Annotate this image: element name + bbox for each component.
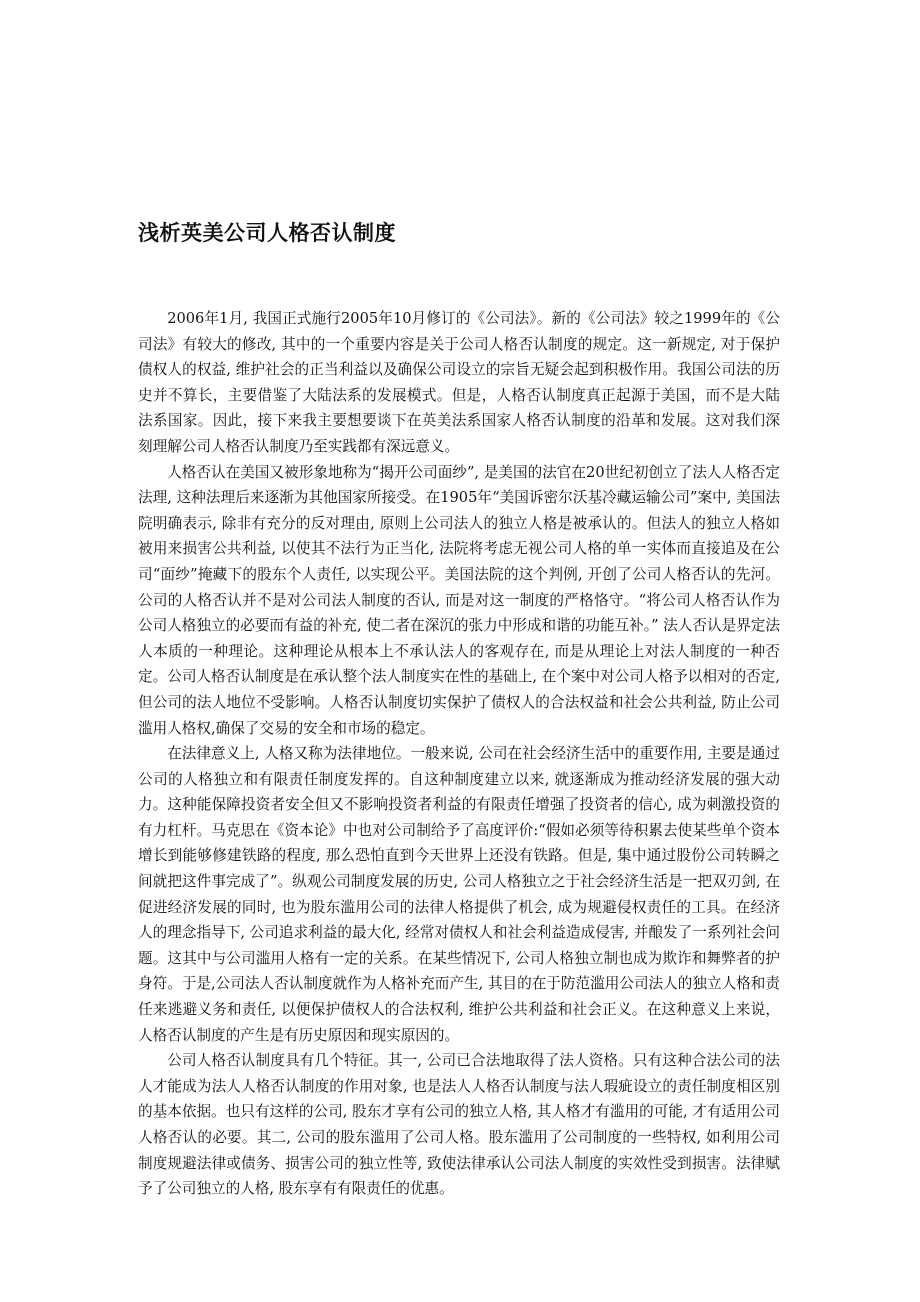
document-body bbox=[138, 306, 780, 1202]
paragraph-2: 人格否认在美国又被形象地称为“揭开公司面纱”, 是美国的法官在20世纪初创立了法人人格否定法理, 这种法理后来逐渐为其他国家所接受。在1905年“美国诉密尔沃基冷藏运输公司”案中, 美国法院明确表示, 除非有充分的反对理由, 原则上公司法人的独立人格是被承认的。但法人的独立人格如被用来损害公共利益, 以使其不法行为正当化, 法院将考虑无视公司人格的单一实体而直接追及在公司“面纱”掩藏下的股东个人责任, 以实现公平。美国法院的这个判例, 开创了公司人格否认的先河。公司的人格否认并不是对公司法人制度的否认, 而是对这一制度的严格恪守。“将公司人格否认作为公司人格独立的必要而有益的补充, 使二者在深沉的张力中形成和谐的功能互补。” 法人否认是界定法人本质的一种理论。这种理论从根本上不承认法人的客观存在, 而是从理论上对法人制度的一种否定。公司人格否认制度是在承认整个法人制度实在性的基础上, 在个案中对公司人格予以相对的否定, 但公司的法人地位不受影响。人格否认制度切实保护了债权人的合法权益和社会公共利益, 防止公司滥用人格权,确保了交易的安全和市场的稳定。 bbox=[138, 463, 780, 737]
paragraph-3: 在法律意义上, 人格又称为法律地位。一般来说, 公司在社会经济生活中的重要作用, 主要是通过公司的人格独立和有限责任制度发挥的。自这种制度建立以来, 就逐渐成为推动经济发展的强大动力。这种能保障投资者安全但又不影响投资者利益的有限责任增强了投资者的信心, 成为刺激投资的有力杠杆。马克思在《资本论》中也对公司制给予了高度评价:“假如必须等待积累去使某些单个资本增长到能够修建铁路的程度, 那么恐怕直到今天世界上还没有铁路。但是, 集中通过股份公司转瞬之间就把这件事完成了”。纵观公司制度发展的历史, 公司人格独立之于社会经济生活是一把双刃剑, 在促进经济发展的同时, 也为股东滥用公司的法律人格提供了机会, 成为规避侵权责任的工具。在经济人的理念指导下, 公司追求利益的最大化, 经常对债权人和社会利益造成侵害, 并酿发了一系列社会问题。这其中与公司滥用人格有一定的关系。在某些情况下, 公司人格独立制也成为欺诈和舞弊者的护身符。于是,公司法人否认制度就作为人格补充而产生, 其目的在于防范滥用公司法人的独立人格和责任来逃避义务和责任, 以便保护债权人的合法权利, 维护公共利益和社会正义。在这种意义上来说，人格否认制度的产生是有历史原因和现实原因的。 bbox=[138, 745, 780, 1044]
paragraph-4: 公司人格否认制度具有几个特征。其一, 公司已合法地取得了法人资格。只有这种合法公司的法人才能成为法人人格否认制度的作用对象, 也是法人人格否认制度与法人瑕疵设立的责任制度相区别的基本依据。也只有这样的公司, 股东才享有公司的独立人格, 其人格才有滥用的可能, 才有适用公司人格否认的必要。其二, 公司的股东滥用了公司人格。股东滥用了公司制度的一些特权, 如利用公司制度规避法律或债务、损害公司的独立性等, 致使法律承认公司法人制度的实效性受到损害。法律赋予了公司独立的人格, 股东享有有限责任的优惠。 bbox=[138, 1052, 780, 1198]
paragraph-1: 2006年1月, 我国正式施行2005年10月修订的《公司法》。新的《公司法》较之1999年的《公司法》有较大的修改, 其中的一个重要内容是关于公司人格否认制度的规定。这一新规定, 对于保护债权人的权益, 维护社会的正当利益以及确保公司设立的宗旨无疑会起到积极作用。我国公司法的历史并不算长，主要借鉴了大陆法系的发展模式。但是，人格否认制度真正起源于美国，而不是大陆法系国家。因此，接下来我主要想要谈下在英美法系国家人格否认制度的沿革和发展。这对我们深刻理解公司人格否认制度乃至实践都有深远意义。 bbox=[138, 310, 780, 455]
document-title: 浅析英美公司人格否认制度 bbox=[138, 221, 396, 245]
